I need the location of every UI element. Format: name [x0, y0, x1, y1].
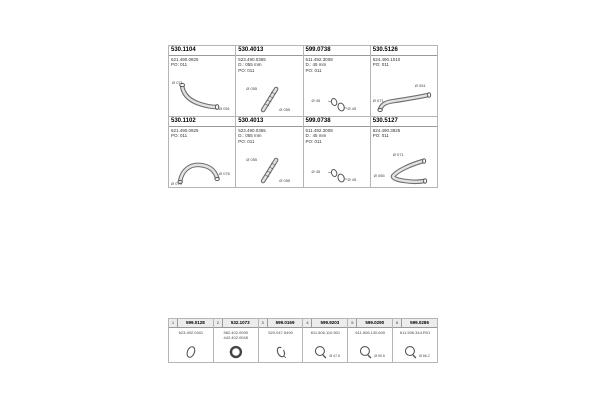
- part-cell-599-0738-b[interactable]: [304, 117, 370, 187]
- po-number: PO: 011: [372, 62, 389, 68]
- diameter-label: Ø 051: [414, 83, 426, 88]
- fitting-oe-numbers: [348, 328, 392, 335]
- diameter-label: Ø 071: [172, 80, 183, 85]
- fitting-part-number: 599.0169: [275, 320, 295, 325]
- fitting-header: [303, 319, 347, 328]
- fitting-strip: [168, 318, 438, 363]
- part-details: [304, 127, 370, 146]
- part-cell-530-4013-a[interactable]: [236, 46, 302, 116]
- part-details: [236, 127, 302, 146]
- clamp-illustration: [393, 342, 437, 362]
- oe-number: 624.490.1010: [372, 56, 401, 62]
- part-number: 530.5126: [371, 46, 437, 56]
- fitting-cell-3[interactable]: [259, 319, 303, 362]
- fitting-part-number: 599.0128: [186, 320, 205, 325]
- straight-pipe-drawing: [236, 80, 302, 116]
- ring-gasket-drawing: [214, 342, 258, 362]
- fitting-header: [348, 319, 392, 328]
- part-number: 530.1102: [169, 117, 235, 127]
- part-number: 530.4013: [236, 117, 302, 127]
- part-details: [169, 56, 235, 69]
- clamp-pair-drawing: [304, 80, 370, 116]
- po-number: PO: 011: [305, 139, 322, 145]
- oe-number: 523.490.0365: [238, 56, 266, 62]
- gasket-illustration: [259, 342, 303, 362]
- oe-number: 611.492.3008: [305, 56, 333, 62]
- oe-number: 611.506.344.R01: [399, 329, 431, 335]
- part-details: [304, 56, 370, 75]
- fitting-index: 4: [303, 319, 312, 327]
- fitting-part-number: 599.9203: [320, 320, 340, 325]
- clamp-drawing: [303, 342, 347, 362]
- diameter-label: Ø 051: [219, 106, 230, 111]
- part-cell-530-1102[interactable]: [169, 117, 235, 187]
- oval-gasket-drawing: [169, 342, 213, 362]
- gasket-illustration: [169, 342, 213, 362]
- diameter-label: Ø 45: [347, 106, 357, 111]
- oe-number: 623.492.0401: [178, 329, 204, 335]
- clamp-drawing: [348, 342, 392, 362]
- fitting-oe-numbers: [214, 328, 258, 340]
- part-cell-530-5126[interactable]: [371, 46, 437, 116]
- part-details: [371, 127, 437, 140]
- oe-number: 611.506.110.501: [310, 329, 341, 335]
- po-number: PO: 011: [305, 68, 322, 74]
- fitting-oe-numbers: [393, 328, 437, 335]
- fitting-index: 1: [169, 319, 178, 327]
- diameter-label: Ø 45: [311, 169, 321, 174]
- long-pipe-drawing: [371, 80, 437, 116]
- diameter-label: Ø 055: [279, 107, 291, 112]
- po-number: PO: 011: [171, 62, 188, 68]
- part-number: 599.0738: [304, 46, 370, 56]
- diameter-label: Ø 50.5: [374, 354, 385, 358]
- part-number: 599.0738: [304, 117, 370, 127]
- fitting-oe-numbers: [303, 328, 347, 335]
- parts-grid: [168, 45, 438, 188]
- diameter-label: Ø 076: [219, 171, 230, 176]
- fitting-part-number: 599.0290: [365, 320, 385, 325]
- part-details: [169, 127, 235, 140]
- arch-pipe-drawing: [169, 151, 235, 187]
- part-cell-530-5127[interactable]: [371, 117, 437, 187]
- fitting-index: 3: [259, 319, 268, 327]
- diameter-label: Ø 055: [279, 178, 291, 183]
- diameter-label: Ø 66.2: [419, 354, 430, 358]
- fitting-cell-2[interactable]: [214, 319, 258, 362]
- part-number: 530.5127: [371, 117, 437, 127]
- fitting-cell-5[interactable]: [348, 319, 392, 362]
- diameter-label: Ø 45: [311, 98, 321, 103]
- fitting-part-number: 599.0286: [410, 320, 429, 325]
- fitting-oe-numbers: [169, 328, 213, 335]
- fitting-cell-1[interactable]: [169, 319, 213, 362]
- oe-number: 611.492.3008: [305, 127, 333, 133]
- fitting-index: 6: [393, 319, 402, 327]
- fitting-index: 5: [348, 319, 357, 327]
- oe-number: 611.506.130.600: [355, 329, 386, 335]
- open-ring-drawing: [259, 342, 303, 362]
- diameter-label: Ø 071: [372, 98, 384, 103]
- diameter-label: Ø 055: [246, 86, 258, 91]
- fitting-header: [169, 319, 213, 328]
- oe-number: 442.402.0045: [223, 334, 248, 340]
- gasket-illustration: [214, 342, 258, 362]
- fitting-part-number: 532.1073: [230, 320, 250, 325]
- fitting-header: [259, 319, 303, 328]
- oe-number: 523.490.0365: [238, 127, 266, 133]
- fitting-cell-6[interactable]: [393, 319, 437, 362]
- po-number: PO: 011: [238, 68, 255, 74]
- diameter-label: Ø 47.5: [329, 354, 340, 358]
- diameter-label: Ø 065: [373, 173, 385, 178]
- clamp-illustration: [303, 342, 347, 362]
- dimension: D.: 055 mm: [238, 62, 262, 68]
- dimension: D.: 45 mm: [305, 62, 327, 68]
- oe-number: 962.402.0090: [223, 329, 248, 335]
- po-number: PO: 011: [171, 133, 188, 139]
- fitting-header: [214, 319, 258, 328]
- oe-number: 621.490.0825: [171, 56, 199, 62]
- clamp-pair-drawing: [304, 151, 370, 187]
- oe-number: 520.047.5490: [268, 329, 293, 335]
- oe-number: 624.490.3925: [372, 127, 401, 133]
- part-cell-530-4013-b[interactable]: [236, 117, 302, 187]
- part-details: [371, 56, 437, 69]
- clamp-drawing: [393, 342, 437, 362]
- part-number: 530.1104: [169, 46, 235, 56]
- fitting-header: [393, 319, 437, 328]
- part-details: [236, 56, 302, 75]
- po-number: PO: 011: [238, 139, 255, 145]
- oe-number: 621.490.0925: [171, 127, 199, 133]
- part-cell-530-1104[interactable]: [169, 46, 235, 116]
- hairpin-pipe-drawing: [371, 151, 437, 187]
- fitting-cell-4[interactable]: [303, 319, 347, 362]
- fitting-index: 2: [214, 319, 223, 327]
- diameter-label: Ø 071: [392, 152, 404, 157]
- diameter-label: Ø 055: [246, 157, 258, 162]
- part-cell-599-0738-a[interactable]: [304, 46, 370, 116]
- part-number: 530.4013: [236, 46, 302, 56]
- curved-pipe-drawing: [169, 80, 235, 116]
- fitting-oe-numbers: [259, 328, 303, 335]
- clamp-illustration: [348, 342, 392, 362]
- po-number: PO: 011: [372, 133, 389, 139]
- straight-pipe-drawing: [236, 151, 302, 187]
- dimension: D.: 055 mm: [238, 133, 262, 139]
- dimension: D.: 45 mm: [305, 133, 327, 139]
- diameter-label: Ø 45: [347, 177, 357, 182]
- diameter-label: Ø 070: [171, 181, 182, 186]
